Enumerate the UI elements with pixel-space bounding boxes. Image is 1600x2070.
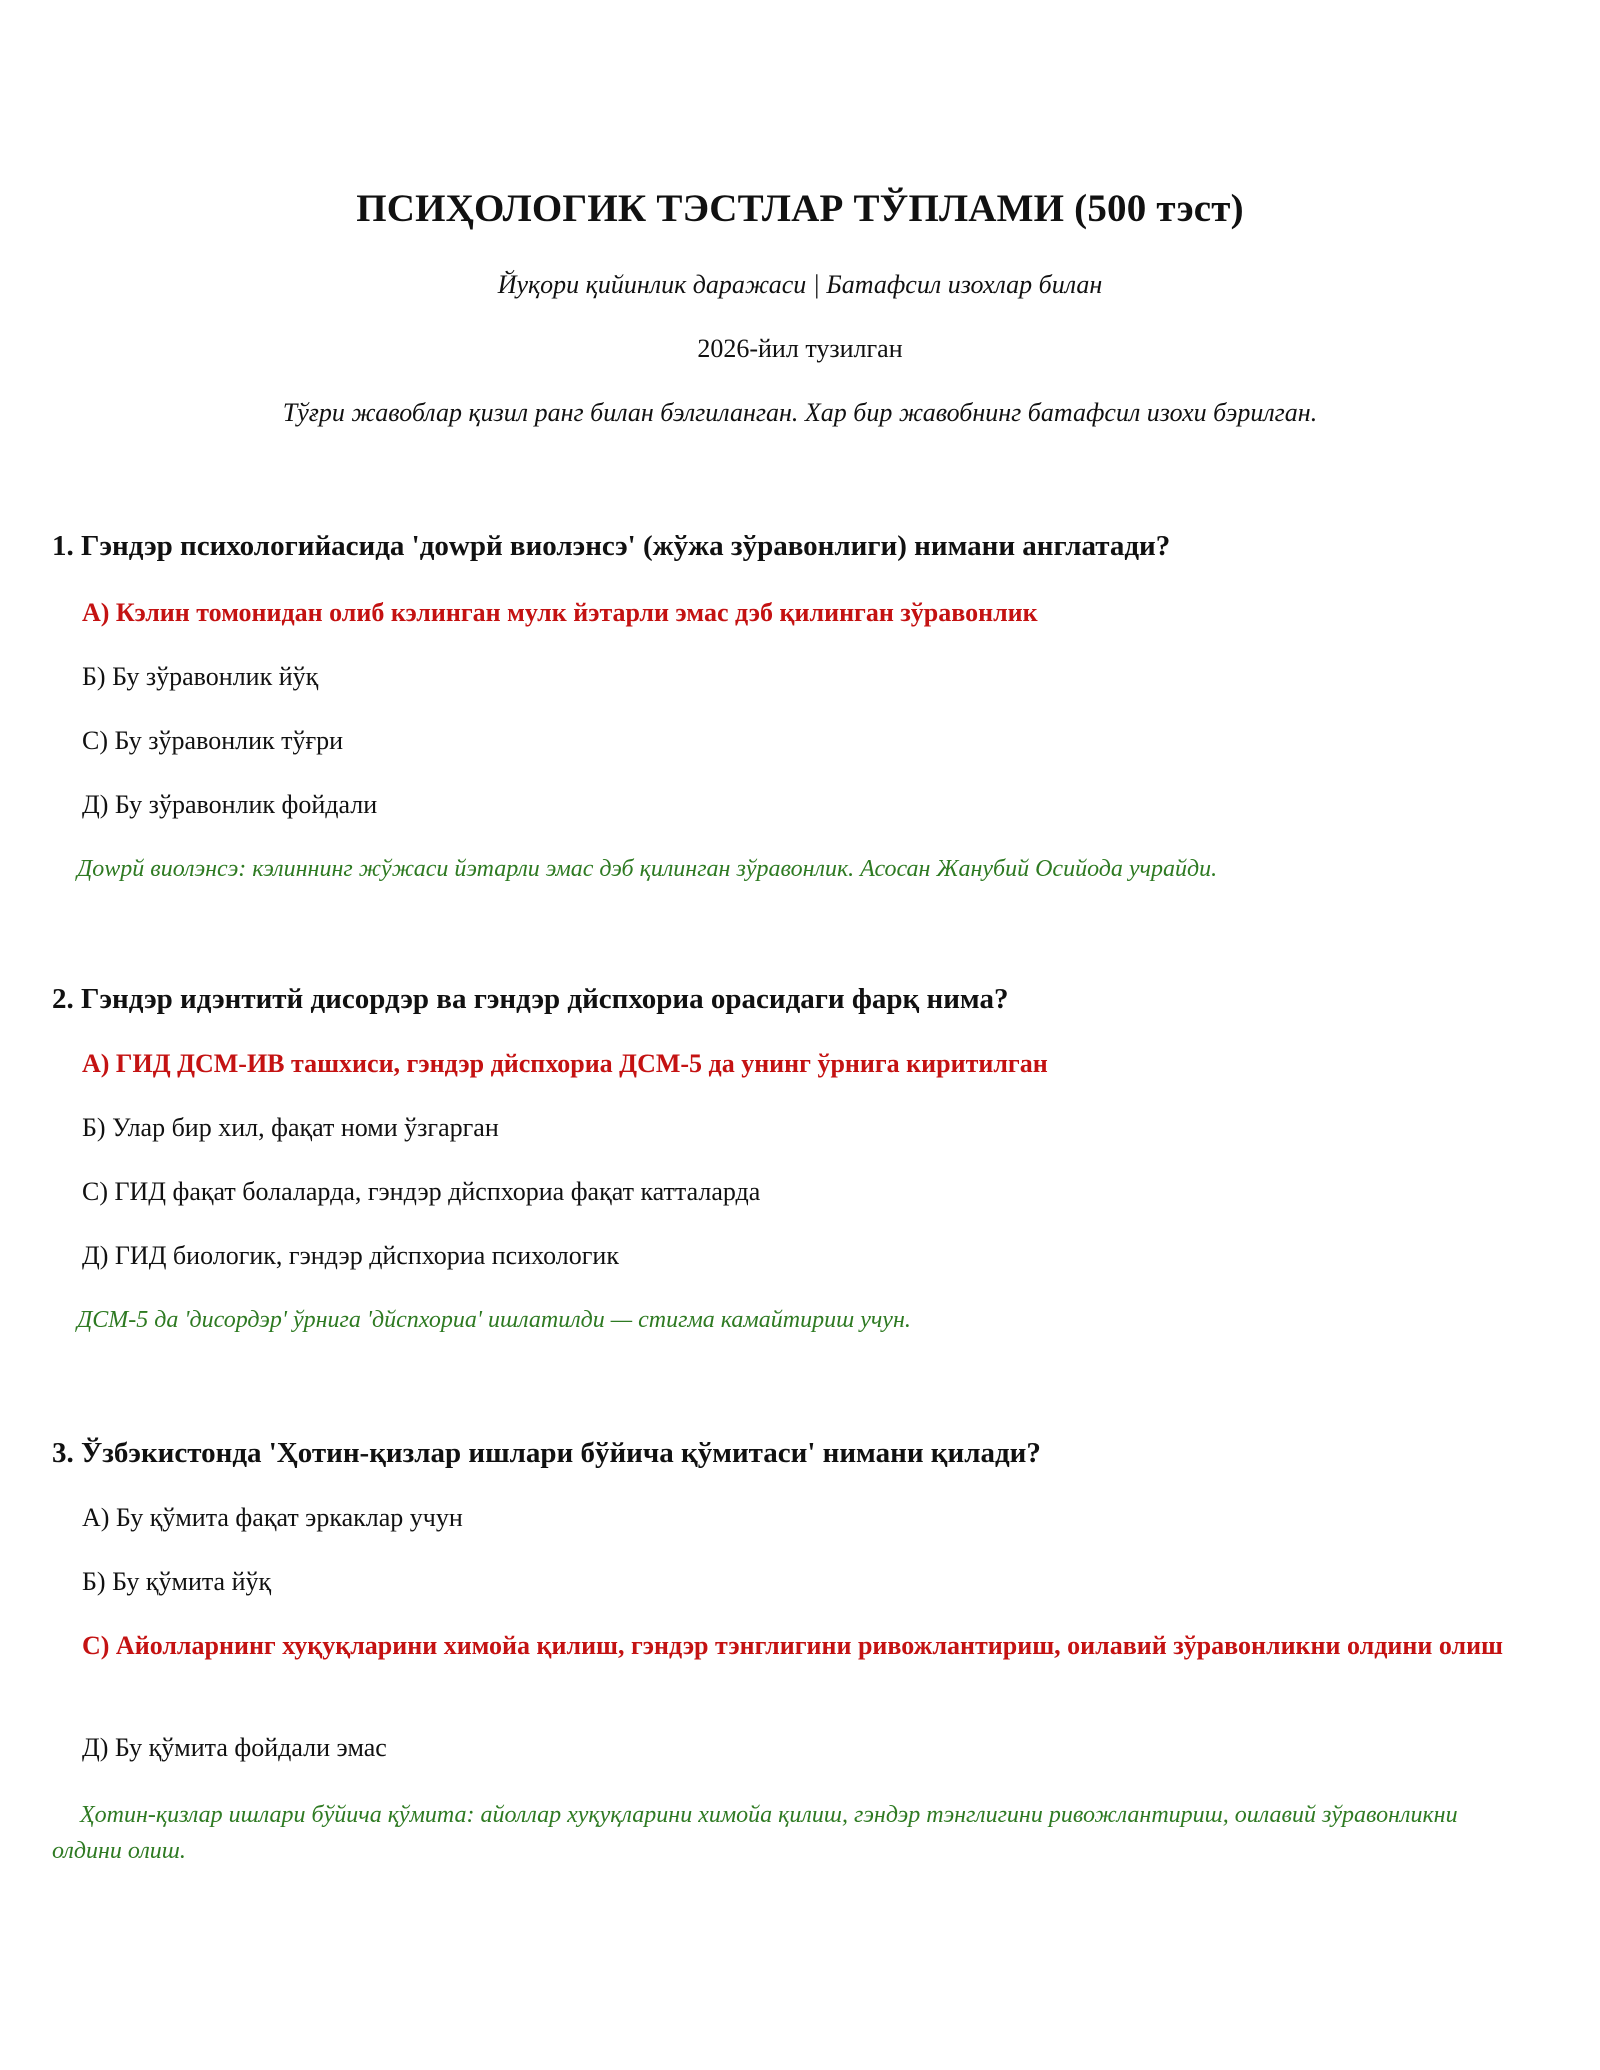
- option-c-correct: С) Айолларнинг хуқуқларини химойа қилиш, гэндэр тэнглигини ривожлантириш, оилавий зўравонликни олдини олиш: [82, 1631, 1504, 1660]
- option-a-correct: А) Кэлин томонидан олиб кэлинган мулк йэтарли эмас дэб қилинган зўравонлик: [82, 598, 1038, 627]
- option-b: Б) Бу зўравонлик йўқ: [82, 662, 319, 691]
- document-subtitle: Йуқори қийинлик даражаси | Батафсил изохлар билан: [497, 270, 1103, 299]
- question-text: 2. Гэндэр идэнтитй дисордэр ва гэндэр дйспхориа орасидаги фарқ нима?: [52, 983, 1009, 1015]
- option-d: Д) ГИД биологик, гэндэр дйспхориа психологик: [82, 1241, 619, 1270]
- option-a: А) Бу қўмита фақат эркаклар учун: [82, 1503, 463, 1532]
- explanation: Ҳотин-қизлар ишлари бўйича қўмита: айоллар хуқуқларини химойа қилиш, гэндэр тэнглигини ривожлантириш, оилавий зўравонликни олдини олиш.: [52, 1802, 1458, 1864]
- option-a-correct: А) ГИД ДСМ-ИВ ташхиси, гэндэр дйспхориа ДСМ-5 да унинг ўрнига киритилган: [82, 1049, 1048, 1078]
- document-title: ПСИҲОЛОГИК ТЭСТЛАР ТЎПЛАМИ (500 тэст): [356, 187, 1244, 230]
- option-d: Д) Бу қўмита фойдали эмас: [82, 1733, 387, 1762]
- explanation: ДСМ-5 да 'дисордэр' ўрнига 'дйспхориа' ишлатилди — стигма камайтириш учун.: [77, 1307, 911, 1333]
- option-c: С) ГИД фақат болаларда, гэндэр дйспхориа фақат катталарда: [82, 1177, 761, 1206]
- option-c: С) Бу зўравонлик тўғри: [82, 726, 344, 755]
- question-text: 3. Ўзбэкистонда 'Ҳотин-қизлар ишлари бўйича қўмитаси' нимани қилади?: [52, 1437, 1041, 1469]
- explanation: Доwрй виолэнсэ: кэлиннинг жўжаси йэтарли эмас дэб қилинган зўравонлик. Асосан Жанубий Осийода учрайди.: [77, 856, 1218, 882]
- document-year: 2026-йил тузилган: [697, 334, 903, 363]
- document-note: Тўғри жавоблар қизил ранг билан бэлгиланган. Хар бир жавобнинг батафсил изохи бэрилган.: [282, 398, 1318, 427]
- option-b: Б) Улар бир хил, фақат номи ўзгарган: [82, 1113, 499, 1142]
- option-d: Д) Бу зўравонлик фойдали: [82, 790, 378, 819]
- question-text: 1. Гэндэр психологийасида 'доwрй виолэнсэ' (жўжа зўравонлиги) нимани англатади?: [52, 530, 1171, 562]
- option-b: Б) Бу қўмита йўқ: [82, 1567, 272, 1596]
